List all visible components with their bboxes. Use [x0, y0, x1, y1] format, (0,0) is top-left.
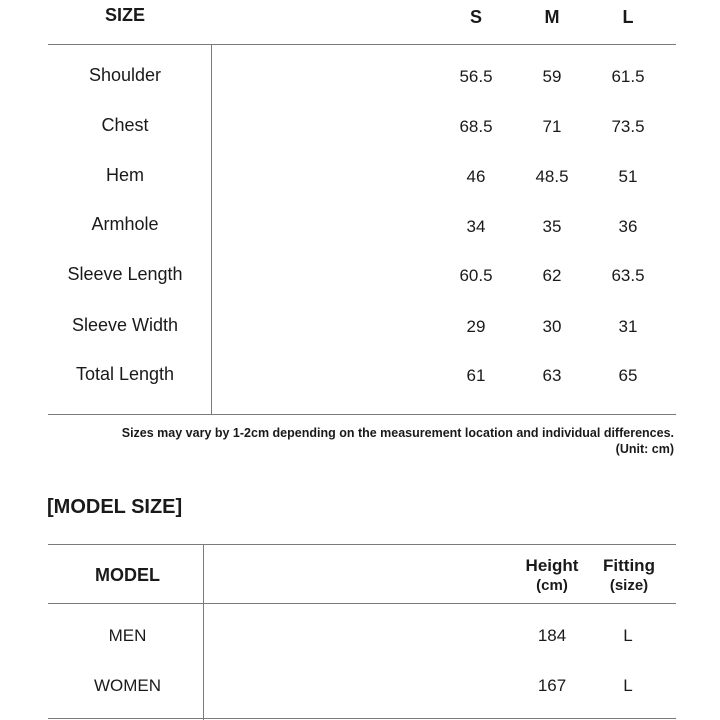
row-label-sleeve-length: Sleeve Length: [67, 264, 183, 284]
cell-sleeve-width-s: 29: [466, 317, 486, 336]
model-row-label-women: WOMEN: [93, 676, 162, 695]
model-size-title: [MODEL SIZE]: [47, 496, 183, 518]
size-col-l: L: [622, 7, 634, 27]
model-women-fitting: L: [623, 676, 633, 695]
size-col-s: S: [469, 7, 482, 27]
row-label-total-length: Total Length: [75, 364, 175, 384]
cell-hem-l: 51: [618, 167, 638, 186]
cell-sleeve-width-l: 31: [618, 317, 638, 336]
cell-sleeve-length-s: 60.5: [459, 266, 493, 285]
cell-total-length-m: 63: [542, 366, 562, 385]
size-table-column-divider: [211, 44, 212, 414]
cell-total-length-l: 65: [618, 366, 638, 385]
size-header: SIZE: [104, 5, 145, 25]
model-table-top-divider: [48, 544, 676, 545]
model-men-fitting: L: [623, 626, 633, 645]
unit-note: (Unit: cm): [615, 442, 674, 456]
cell-chest-s: 68.5: [459, 117, 493, 136]
cell-armhole-l: 36: [618, 217, 638, 236]
cell-sleeve-length-l: 63.5: [611, 266, 645, 285]
cell-shoulder-s: 56.5: [459, 67, 493, 86]
measurement-note: Sizes may vary by 1-2cm depending on the measurement location and individual differences.: [121, 426, 674, 440]
cell-chest-l: 73.5: [611, 117, 645, 136]
fitting-header: Fitting: [603, 556, 655, 575]
height-unit: (cm): [536, 577, 568, 594]
fitting-unit: (size): [609, 577, 649, 594]
row-label-hem: Hem: [105, 165, 144, 185]
row-label-armhole: Armhole: [91, 214, 159, 234]
row-label-chest: Chest: [101, 115, 149, 135]
model-table-header-divider: [48, 603, 676, 604]
row-label-sleeve-width: Sleeve Width: [71, 315, 179, 335]
model-table-bottom-divider: [48, 718, 676, 719]
cell-sleeve-width-m: 30: [542, 317, 562, 336]
cell-total-length-s: 61: [466, 366, 486, 385]
cell-shoulder-l: 61.5: [611, 67, 645, 86]
row-label-shoulder: Shoulder: [88, 65, 162, 85]
cell-armhole-m: 35: [542, 217, 562, 236]
size-table-top-divider: [48, 44, 676, 45]
cell-sleeve-length-m: 62: [542, 266, 562, 285]
cell-hem-s: 46: [466, 167, 486, 186]
cell-shoulder-m: 59: [542, 67, 562, 86]
model-row-label-men: MEN: [108, 626, 147, 645]
size-table-bottom-divider: [48, 414, 676, 415]
cell-chest-m: 71: [542, 117, 562, 136]
model-men-height: 184: [537, 626, 567, 645]
cell-armhole-s: 34: [466, 217, 486, 236]
height-header: Height: [525, 556, 579, 575]
model-women-height: 167: [537, 676, 567, 695]
model-header: MODEL: [95, 565, 160, 585]
size-col-m: M: [544, 7, 560, 27]
cell-hem-m: 48.5: [535, 167, 569, 186]
